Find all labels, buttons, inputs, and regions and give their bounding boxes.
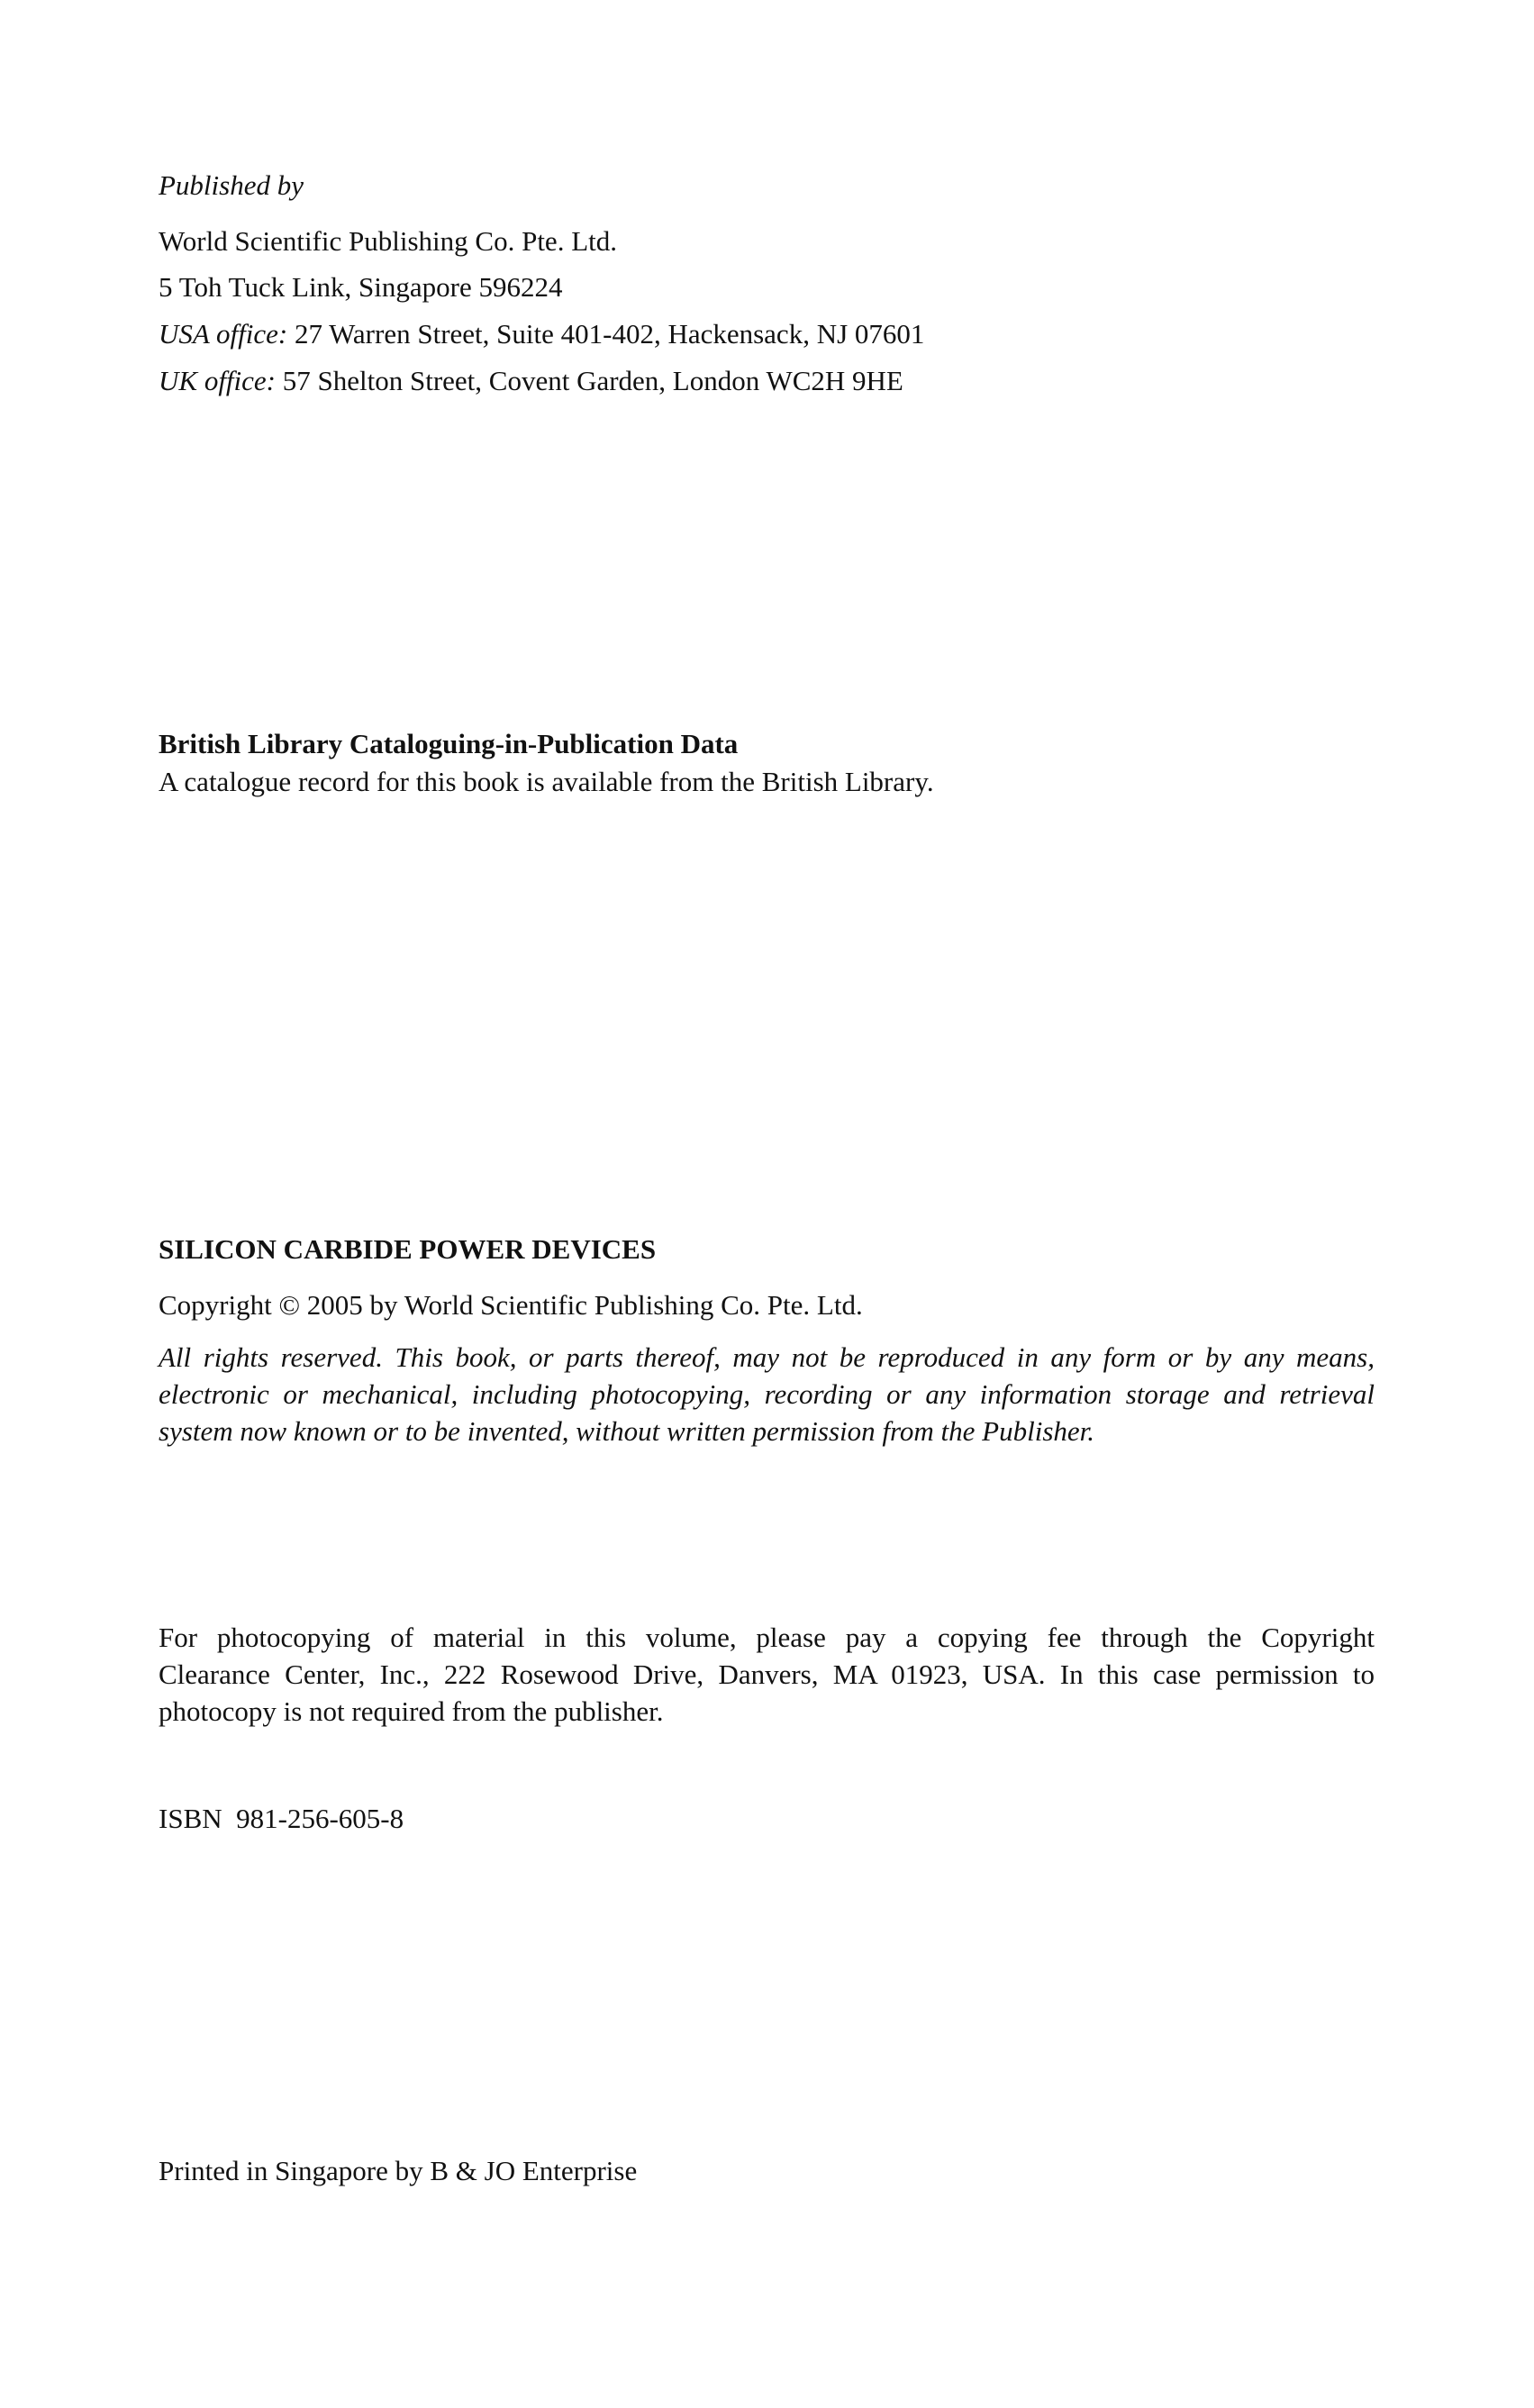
- rights-paragraph: [159, 1339, 1375, 1449]
- usa-office-line: [159, 317, 924, 351]
- printed-by: Printed in Singapore by B & JO Enterprise: [159, 2155, 638, 2186]
- usa-office-label: USA office:: [159, 318, 288, 350]
- photocopy-line: For photocopying of material in this volume, please pay a copying fee through the Copyright: [159, 1622, 1375, 1653]
- isbn: ISBN 981-256-605-8: [159, 1803, 404, 1834]
- cip-text: A catalogue record for this book is available from the British Library.: [159, 766, 934, 797]
- photocopy-line: photocopy is not required from the publisher.: [159, 1695, 664, 1727]
- photocopy-paragraph: [159, 1619, 1375, 1730]
- rights-line: All rights reserved. This book, or parts thereof, may not be reproduced in any form or by any means,: [159, 1341, 1375, 1373]
- uk-office-address: 57 Shelton Street, Covent Garden, London WC2H 9HE: [282, 365, 903, 396]
- rights-line: electronic or mechanical, including photocopying, recording or any information storage and retrieval: [159, 1378, 1375, 1410]
- cip-heading: British Library Cataloguing-in-Publication Data: [159, 728, 739, 759]
- published-by-label: Published by: [159, 169, 304, 201]
- copyright-line: Copyright © 2005 by World Scientific Publishing Co. Pte. Ltd.: [159, 1289, 863, 1321]
- usa-office-address: 27 Warren Street, Suite 401-402, Hackensack, NJ 07601: [294, 318, 925, 350]
- photocopy-line: Clearance Center, Inc., 222 Rosewood Drive, Danvers, MA 01923, USA. In this case permission to: [159, 1658, 1375, 1690]
- publisher-address: 5 Toh Tuck Link, Singapore 596224: [159, 271, 563, 303]
- uk-office-line: [159, 364, 903, 398]
- uk-office-label: UK office:: [159, 365, 276, 396]
- book-title: SILICON CARBIDE POWER DEVICES: [159, 1233, 657, 1265]
- publisher-name: World Scientific Publishing Co. Pte. Ltd.: [159, 225, 617, 257]
- rights-line: system now known or to be invented, without written permission from the Publisher.: [159, 1415, 1095, 1447]
